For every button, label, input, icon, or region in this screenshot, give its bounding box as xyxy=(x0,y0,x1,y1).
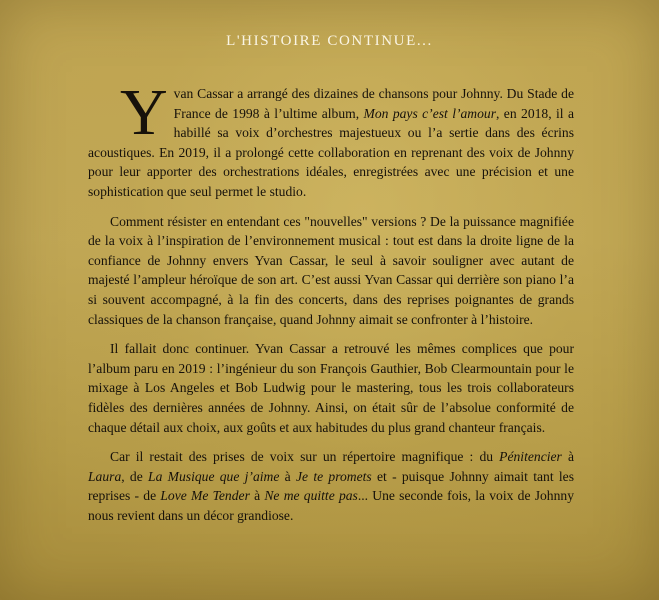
song-title: La Musique que j’aime xyxy=(148,468,280,484)
text-run: , de xyxy=(121,468,149,484)
paragraph-2 xyxy=(88,212,574,330)
text-run: , en 2018, il a habillé sa voix d’orchestres majestueux ou l’a sertie dans des écrins acoustiques. En 2019, il a prolongé cette collaboration en reprenant des voix de Johnny pour leur apporter des orchestrations idéales, enregistrées avec une précision et une sophistication que seul permet le studio. xyxy=(88,105,575,199)
article-body xyxy=(88,76,575,535)
paragraph-1 xyxy=(88,76,575,202)
drop-cap-letter: Y xyxy=(120,76,168,149)
song-title: Love Me Tender xyxy=(160,488,250,504)
text-run: à xyxy=(279,468,296,484)
text-run: et - puisque Johnny aimait tant les reprises - de xyxy=(88,468,574,504)
text-run: Il fallait donc continuer. Yvan Cassar a retrouvé les mêmes complices que pour l’album paru en 2019 : l’ingénieur du son François Gauthier, Bob Clearmountain pour le mixage à Los Angeles et Bob Ludwig pour le mastering, tous les trois collaborateurs fidèles des dernières années de Johnny. Ainsi, on était sûr de l’absolue conformité de chaque détail aux choix, aux goûts et aux habitudes du plus grand chanteur français. xyxy=(88,341,574,435)
text-run: Comment résister en entendant ces "nouvelles" versions ? De la puissance magnifiée de la voix à l’inspiration de l’environnement musical : tout est dans la droite ligne de la confiance de Johnny envers Yvan Cassar, le seul à savoir souligner avec autant de majesté l’ampleur héroïque de son art. C’est aussi Yvan Cassar qui derrière son piano l’a si souvent accompagné, à la fin des concerts, dans des reprises poignantes de grands classiques de la chanson française, quand Johnny aimait se confronter à l’histoire. xyxy=(88,213,574,327)
song-title: Ne me quitte pas xyxy=(264,488,358,504)
song-title: Je te promets xyxy=(295,468,372,484)
paragraph-4 xyxy=(88,447,574,525)
text-run: Car il restait des prises de voix sur un répertoire magnifique : du xyxy=(110,449,500,465)
paragraph-3 xyxy=(88,339,574,437)
text-run: à xyxy=(561,449,574,465)
song-title: Pénitencier xyxy=(499,449,562,465)
page-heading: L'HISTOIRE CONTINUE... xyxy=(226,33,433,49)
text-run: ... Une seconde fois, la voix de Johnny nous revient dans un décor grandiose. xyxy=(88,488,574,523)
album-title: Mon pays c’est l’amour xyxy=(363,105,497,121)
text-run: à xyxy=(249,488,265,504)
song-title: Laura xyxy=(88,468,122,484)
text-run: van Cassar a arrangé des dizaines de chansons pour Johnny. Du Stade de France de 1998 à l’ultime album, xyxy=(173,86,574,121)
